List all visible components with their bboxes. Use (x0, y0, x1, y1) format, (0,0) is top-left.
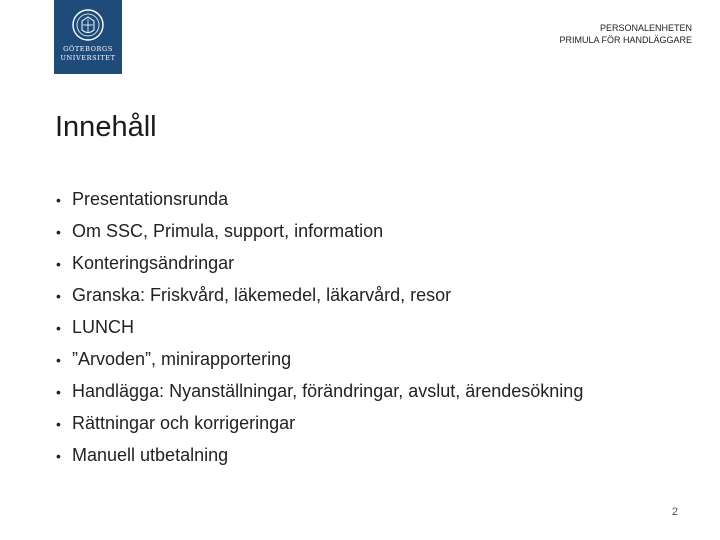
logo-text-line2: UNIVERSITET (60, 54, 116, 62)
bullet-icon: • (56, 288, 61, 304)
bullet-icon: • (56, 352, 61, 368)
agenda-item (56, 313, 583, 345)
agenda-item-text: Manuell utbetalning (72, 445, 229, 465)
university-seal-icon (71, 8, 105, 42)
agenda-item-text: ”Arvoden”, minirapportering (72, 349, 292, 369)
agenda-item-text: LUNCH (72, 317, 135, 337)
agenda-item (56, 377, 583, 409)
agenda-item-text: Granska: Friskvård, läkemedel, läkarvård, resor (72, 285, 452, 305)
agenda-item-text: Handlägga: Nyanställningar, förändringar, avslut, ärendesökning (72, 381, 584, 401)
bullet-icon: • (56, 448, 61, 464)
bullet-icon: • (56, 416, 61, 432)
agenda-item (56, 217, 583, 249)
logo-text-line1: GÖTEBORGS (63, 45, 113, 53)
agenda-item (56, 281, 583, 313)
university-logo (54, 0, 122, 74)
header-info (559, 22, 692, 46)
agenda-item-text: Om SSC, Primula, support, information (72, 221, 384, 241)
agenda-list (56, 185, 583, 473)
agenda-item (56, 441, 583, 473)
bullet-icon: • (56, 384, 61, 400)
agenda-item (56, 249, 583, 281)
bullet-icon: • (56, 320, 61, 336)
agenda-item-text: Konteringsändringar (72, 253, 235, 273)
page-number: 2 (671, 506, 678, 518)
agenda-item-text: Presentationsrunda (72, 189, 229, 209)
agenda-item (56, 345, 583, 377)
agenda-item (56, 409, 583, 441)
slide-title: Innehåll (55, 111, 157, 143)
bullet-icon: • (56, 256, 61, 272)
header-subtitle: PRIMULA FÖR HANDLÄGGARE (559, 35, 692, 45)
header-department: PERSONALENHETEN (599, 23, 692, 33)
bullet-icon: • (56, 192, 61, 208)
bullet-icon: • (56, 224, 61, 240)
agenda-item-text: Rättningar och korrigeringar (72, 413, 296, 433)
agenda-item (56, 185, 583, 217)
